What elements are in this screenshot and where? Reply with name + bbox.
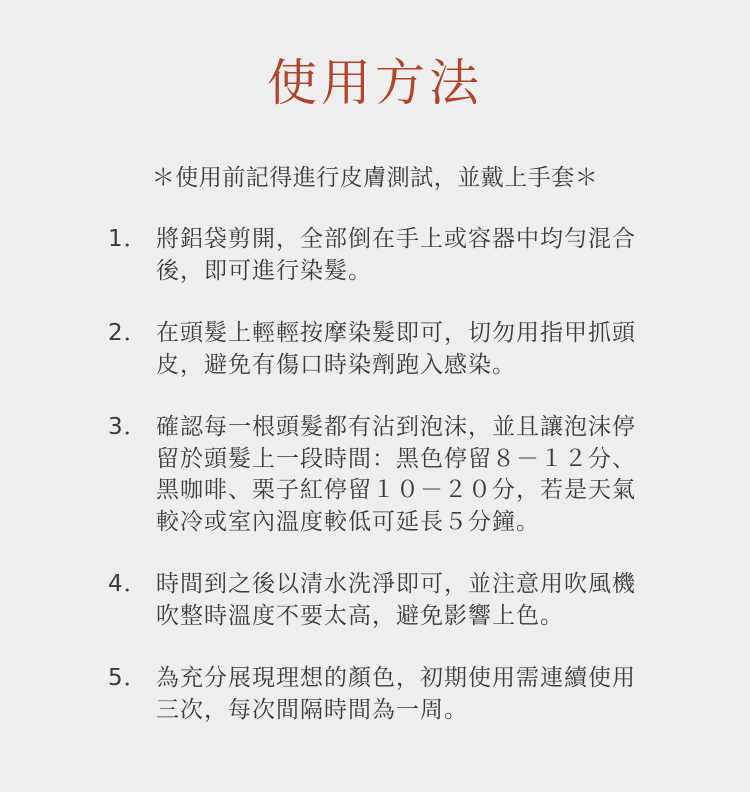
- step-text: 將鋁袋剪開，全部倒在手上或容器中均勻混合後，即可進行染髮。: [156, 226, 636, 284]
- step-item-1: [108, 224, 648, 287]
- step-item-2: [108, 318, 648, 381]
- step-number: 3．: [108, 414, 148, 440]
- step-item-3: [108, 412, 648, 538]
- step-number: 4．: [108, 571, 148, 597]
- usage-steps-list: [108, 224, 648, 757]
- page-title: 使用方法: [267, 54, 483, 112]
- skin-test-notice: ＊使用前記得進行皮膚測試，並戴上手套＊: [151, 165, 599, 191]
- step-item-4: [108, 569, 648, 632]
- step-number: 2．: [108, 320, 148, 346]
- step-item-5: [108, 663, 648, 726]
- step-number: 5．: [108, 665, 148, 691]
- step-number: 1．: [108, 226, 148, 252]
- step-text: 為充分展現理想的顏色，初期使用需連續使用三次，每次間隔時間為一周。: [156, 665, 636, 723]
- step-text: 確認每一根頭髮都有沾到泡沫，並且讓泡沫停留於頭髮上一段時間：黑色停留８－１２分、黑咖啡、栗子紅停留１０－２０分，若是天氣較冷或室內溫度較低可延長５分鐘。: [156, 414, 636, 535]
- step-text: 在頭髮上輕輕按摩染髮即可，切勿用指甲抓頭皮，避免有傷口時染劑跑入感染。: [156, 320, 636, 378]
- step-text: 時間到之後以清水洗淨即可，並注意用吹風機吹整時溫度不要太高，避免影響上色。: [156, 571, 636, 629]
